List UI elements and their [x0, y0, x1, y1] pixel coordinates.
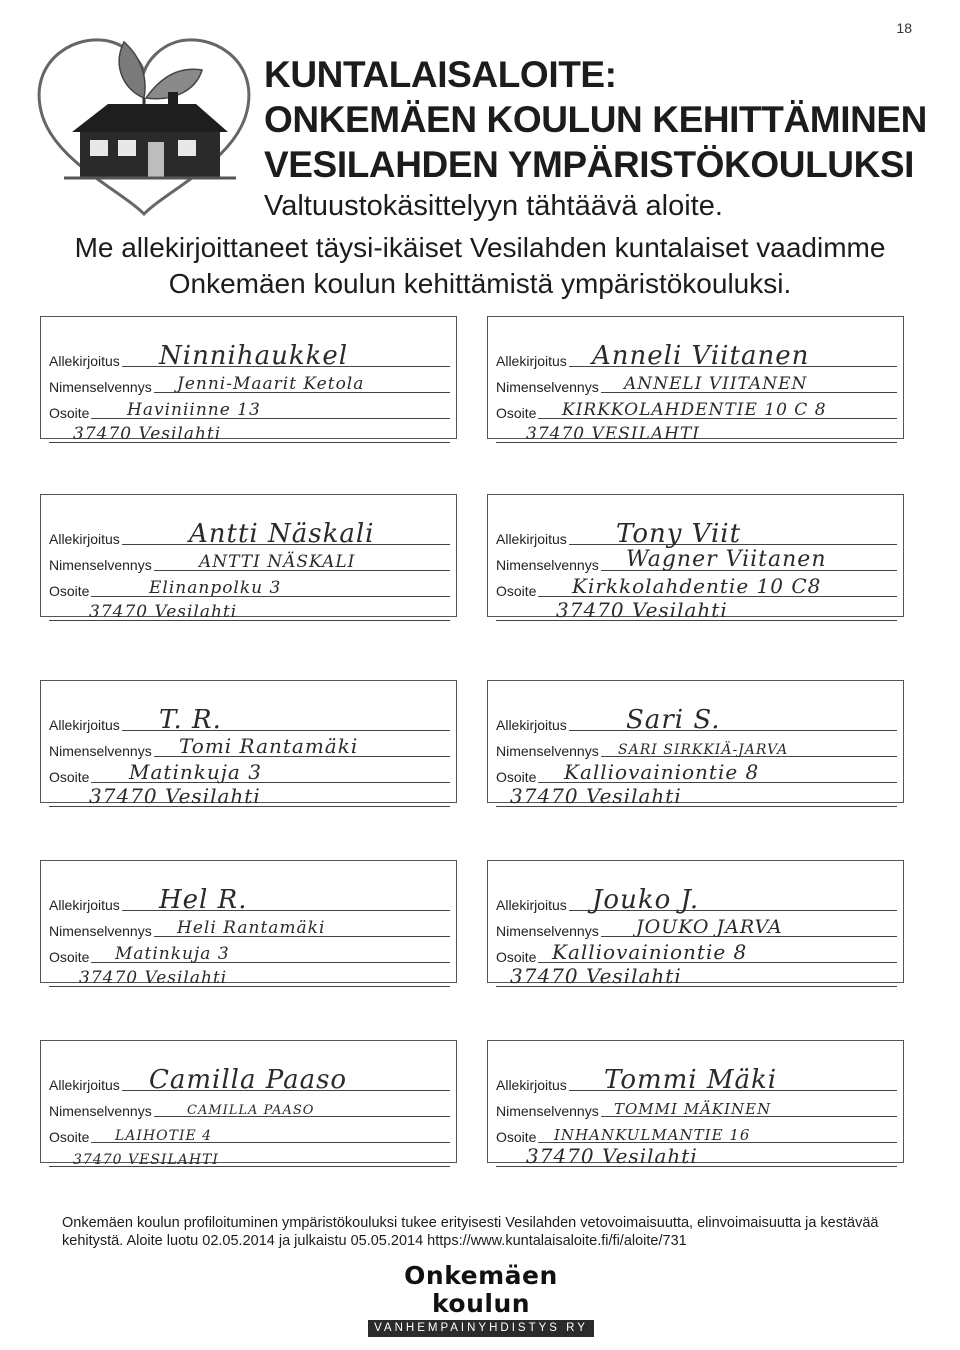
address-label: Osoite: [496, 769, 537, 785]
address-row: [496, 760, 897, 785]
signature-value: Anneli Viitanen: [592, 341, 810, 371]
heart-house-logo: [28, 28, 260, 218]
city-row: [49, 969, 450, 989]
address-value: Kirkkolahdentie 10 C8: [572, 574, 822, 598]
signature-row: [49, 1065, 450, 1095]
signature-label: Allekirjoitus: [49, 717, 120, 733]
brand-logo: [368, 1262, 594, 1337]
address-value: INHANKULMANTIE 16: [554, 1126, 751, 1144]
city-value: 37470 Vesilahti: [510, 964, 682, 988]
intro-line-2: Onkemäen koulun kehittämistä ympäristökouluksi.: [168, 268, 792, 299]
name-label: Nimenselvennys: [496, 743, 599, 759]
signature-card: [40, 680, 457, 808]
address-row: [496, 574, 897, 599]
title-line-1: KUNTALAISALOITE:: [264, 54, 617, 95]
name-row: [49, 553, 450, 573]
title-block: [264, 52, 928, 223]
name-row: [49, 919, 450, 939]
signature-card: [487, 316, 904, 444]
name-row: [496, 547, 897, 573]
signature-row: [496, 885, 897, 915]
city-value: 37470 Vesilahti: [510, 784, 682, 808]
name-value: Tomi Rantamäki: [179, 734, 359, 758]
name-value: ANTTI NÄSKALI: [199, 552, 356, 572]
city-row: [496, 964, 897, 989]
address-row: [496, 401, 897, 421]
signature-label: Allekirjoitus: [49, 531, 120, 547]
signature-value: Ninnihaukkel: [159, 341, 349, 371]
signature-card: [487, 860, 904, 988]
address-value: Kalliovainiontie 8: [552, 940, 748, 964]
address-value: LAIHOTIE 4: [115, 1128, 213, 1144]
intro-line-1: Me allekirjoittaneet täysi-ikäiset Vesilahden kuntalaiset vaadimme: [74, 232, 886, 263]
address-row: [49, 401, 450, 421]
signature-value: Tommi Mäki: [604, 1065, 778, 1095]
address-row: [496, 940, 897, 965]
signature-card: [40, 1040, 457, 1168]
address-label: Osoite: [49, 769, 90, 785]
signature-value: Antti Näskali: [189, 519, 375, 549]
name-value: CAMILLA PAASO: [187, 1103, 315, 1118]
city-row: [49, 1149, 450, 1169]
city-value: 37470 Vesilahti: [89, 784, 261, 808]
brand-subtitle: VANHEMPAINYHDISTYS RY: [368, 1320, 594, 1337]
name-label: Nimenselvennys: [496, 923, 599, 939]
address-row: [49, 579, 450, 599]
address-value: KIRKKOLAHDENTIE 10 C 8: [562, 400, 827, 420]
name-label: Nimenselvennys: [496, 379, 599, 395]
name-label: Nimenselvennys: [49, 557, 152, 573]
name-row: [49, 1099, 450, 1119]
signature-label: Allekirjoitus: [496, 717, 567, 733]
signature-row: [49, 341, 450, 371]
signature-label: Allekirjoitus: [496, 1077, 567, 1093]
name-row: [49, 734, 450, 759]
signature-label: Allekirjoitus: [49, 1077, 120, 1093]
signature-card: [40, 316, 457, 444]
signature-card: [40, 494, 457, 622]
signature-card: [487, 494, 904, 622]
city-value: 37470 Vesilahti: [73, 424, 222, 444]
intro-statement: [40, 230, 920, 302]
name-value: TOMMI MÄKINEN: [614, 1100, 772, 1118]
signature-row: [496, 341, 897, 371]
city-row: [49, 784, 450, 809]
signature-label: Allekirjoitus: [496, 353, 567, 369]
title-line-2: ONKEMÄEN KOULUN KEHITTÄMINEN: [264, 99, 928, 140]
address-label: Osoite: [49, 405, 90, 421]
city-value: 37470 VESILAHTI: [73, 1152, 219, 1168]
brand-name: Onkemäen koulun: [404, 1261, 558, 1318]
signature-value: Jouko J.: [592, 885, 700, 915]
city-row: [496, 425, 897, 445]
name-row: [496, 739, 897, 759]
signature-label: Allekirjoitus: [496, 897, 567, 913]
signature-value: Camilla Paaso: [149, 1065, 348, 1095]
address-label: Osoite: [49, 1129, 90, 1145]
city-value: 37470 Vesilahti: [526, 1144, 698, 1168]
signature-row: [49, 705, 450, 735]
city-row: [49, 603, 450, 623]
signature-value: Tony Viit: [616, 519, 742, 549]
city-value: 37470 Vesilahti: [79, 968, 228, 988]
city-row: [496, 784, 897, 809]
city-row: [496, 1144, 897, 1169]
address-value: Elinanpolku 3: [149, 578, 282, 598]
signature-value: T. R.: [159, 705, 222, 735]
address-row: [49, 760, 450, 785]
footer-text: Onkemäen koulun profiloituminen ympäristökouluksi tukee erityisesti Vesilahden vetovoimaisuutta, elinvoimaisuutta ja kestävää kehitystä. Aloite luotu 02.05.2014 ja julkaistu 05.05.2014 https://www.kuntalaisaloite.fi/fi/aloite/731: [62, 1215, 879, 1249]
subtitle: Valtuustokäsittelyyn tähtäävä aloite.: [264, 190, 723, 222]
title-line-3: VESILAHDEN YMPÄRISTÖKOULUKSI: [264, 144, 915, 185]
name-row: [49, 375, 450, 395]
name-value: Wagner Viitanen: [626, 547, 827, 572]
address-label: Osoite: [496, 1129, 537, 1145]
address-value: Matinkuja 3: [115, 944, 230, 964]
name-value: Heli Rantamäki: [177, 918, 326, 938]
signature-row: [496, 519, 897, 549]
signature-value: Hel R.: [159, 885, 248, 915]
signature-row: [49, 885, 450, 915]
signature-row: [49, 519, 450, 549]
address-row: [49, 1125, 450, 1145]
signature-value: Sari S.: [626, 705, 721, 735]
address-label: Osoite: [496, 583, 537, 599]
name-label: Nimenselvennys: [49, 923, 152, 939]
name-row: [496, 916, 897, 939]
signature-card: [487, 1040, 904, 1168]
city-row: [49, 425, 450, 445]
signature-row: [496, 1065, 897, 1095]
signature-label: Allekirjoitus: [496, 531, 567, 547]
name-label: Nimenselvennys: [496, 557, 599, 573]
address-row: [49, 945, 450, 965]
name-value: JOUKO JARVA: [636, 916, 783, 938]
name-label: Nimenselvennys: [496, 1103, 599, 1119]
city-value: 37470 Vesilahti: [556, 598, 728, 622]
name-row: [496, 1099, 897, 1119]
name-row: [496, 375, 897, 395]
signature-card: [40, 860, 457, 988]
name-value: SARI SIRKKIÄ-JARVA: [618, 742, 789, 758]
name-label: Nimenselvennys: [49, 1103, 152, 1119]
signature-row: [496, 705, 897, 735]
signature-label: Allekirjoitus: [49, 353, 120, 369]
name-label: Nimenselvennys: [49, 743, 152, 759]
name-value: Jenni-Maarit Ketola: [177, 374, 365, 394]
address-value: Haviniinne 13: [127, 400, 261, 420]
address-label: Osoite: [49, 583, 90, 599]
name-label: Nimenselvennys: [49, 379, 152, 395]
city-value: 37470 Vesilahti: [89, 602, 238, 622]
page-number: 18: [896, 20, 912, 36]
address-label: Osoite: [49, 949, 90, 965]
signature-label: Allekirjoitus: [49, 897, 120, 913]
address-row: [496, 1125, 897, 1145]
address-value: Kalliovainiontie 8: [564, 760, 760, 784]
signature-card: [487, 680, 904, 808]
name-value: ANNELI VIITANEN: [624, 374, 808, 394]
city-value: 37470 VESILAHTI: [526, 424, 700, 444]
address-value: Matinkuja 3: [129, 760, 262, 784]
city-row: [496, 598, 897, 623]
address-label: Osoite: [496, 949, 537, 965]
address-label: Osoite: [496, 405, 537, 421]
